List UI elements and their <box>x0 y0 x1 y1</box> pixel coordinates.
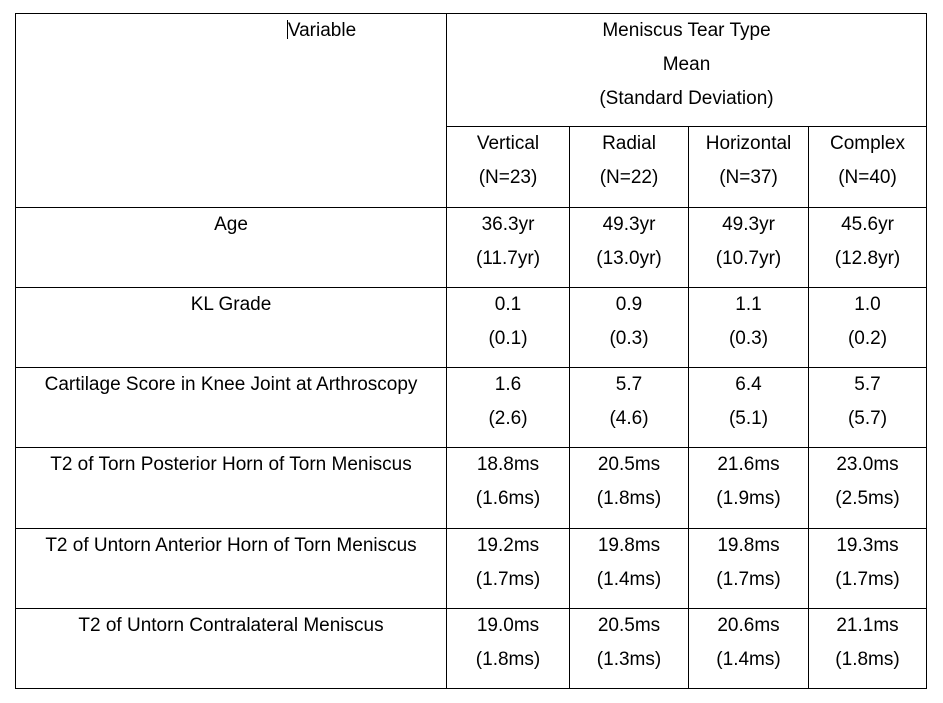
cell-mean: 21.1ms <box>836 615 899 636</box>
cell-sd: (13.0yr) <box>596 248 662 269</box>
cell-sd: (2.5ms) <box>835 488 900 509</box>
cell-mean: 5.7 <box>854 374 881 395</box>
cell-mean: 19.8ms <box>717 535 780 556</box>
cell-mean: 1.1 <box>735 294 762 315</box>
value-cell <box>447 529 570 609</box>
column-name: Horizontal <box>705 133 792 154</box>
value-cell <box>447 609 570 689</box>
row-label: Age <box>214 214 248 235</box>
cell-mean: 21.6ms <box>717 454 780 475</box>
column-header-radial <box>570 127 689 208</box>
value-cell <box>447 368 570 448</box>
value-cell <box>570 368 689 448</box>
row-label-cell <box>16 448 447 529</box>
cell-sd: (1.3ms) <box>596 649 662 670</box>
cell-mean: 18.8ms <box>476 454 540 475</box>
cell-sd: (1.7ms) <box>475 569 541 590</box>
cell-mean: 19.0ms <box>476 615 540 636</box>
column-name: Vertical <box>476 133 540 154</box>
cell-mean: 49.3yr <box>722 214 775 235</box>
cell-mean: 19.3ms <box>836 535 899 556</box>
cell-mean: 19.8ms <box>597 535 661 556</box>
cell-mean: 36.3yr <box>481 214 535 235</box>
value-cell <box>570 208 689 288</box>
table-row <box>16 609 927 689</box>
cell-mean: 20.5ms <box>597 615 661 636</box>
cell-sd: (0.1) <box>488 328 528 349</box>
data-table <box>15 13 927 689</box>
value-cell <box>689 368 809 448</box>
cell-mean: 1.6 <box>494 374 522 395</box>
cell-sd: (2.6) <box>488 408 528 429</box>
column-header-horizontal <box>689 127 809 208</box>
cell-mean: 20.6ms <box>717 615 780 636</box>
cell-mean: 0.9 <box>615 294 643 315</box>
value-cell <box>809 288 927 368</box>
cell-mean: 1.0 <box>854 294 881 315</box>
cell-sd: (5.1) <box>728 408 769 429</box>
column-header-vertical <box>447 127 570 208</box>
row-label: T2 of Untorn Anterior Horn of Torn Meniscus <box>45 535 417 556</box>
column-name: Complex <box>830 133 905 154</box>
cell-sd: (1.8ms) <box>835 649 900 670</box>
column-n: (N=23) <box>478 167 538 188</box>
value-cell <box>689 208 809 288</box>
variable-header-label: Variable <box>287 20 357 41</box>
value-cell <box>809 609 927 689</box>
row-label-cell <box>16 609 447 689</box>
value-cell <box>570 448 689 529</box>
table-row <box>16 208 927 288</box>
group-header-cell <box>447 14 927 127</box>
cell-sd: (0.3) <box>728 328 769 349</box>
value-cell <box>689 609 809 689</box>
column-header-complex <box>809 127 927 208</box>
value-cell <box>447 208 570 288</box>
cell-sd: (12.8yr) <box>834 248 901 269</box>
row-label: Cartilage Score in Knee Joint at Arthroscopy <box>44 374 418 395</box>
cell-mean: 6.4 <box>735 374 762 395</box>
cell-mean: 45.6yr <box>841 214 894 235</box>
group-title: Meniscus Tear Type <box>602 20 771 41</box>
cell-mean: 23.0ms <box>836 454 899 475</box>
value-cell <box>447 288 570 368</box>
value-cell <box>809 448 927 529</box>
value-cell <box>809 529 927 609</box>
row-label: T2 of Torn Posterior Horn of Torn Meniscus <box>50 454 412 475</box>
variable-header-cell <box>16 14 447 208</box>
cell-mean: 20.5ms <box>597 454 661 475</box>
cell-sd: (11.7yr) <box>475 248 541 269</box>
row-label: T2 of Untorn Contralateral Meniscus <box>78 615 384 636</box>
table-row <box>16 368 927 448</box>
column-n: (N=37) <box>719 167 778 188</box>
table-row <box>16 288 927 368</box>
cell-sd: (1.7ms) <box>716 569 781 590</box>
column-name: Radial <box>602 133 656 154</box>
row-label-cell <box>16 368 447 448</box>
value-cell <box>570 288 689 368</box>
group-subtitle-sd: (Standard Deviation) <box>599 88 774 109</box>
cell-sd: (1.8ms) <box>596 488 662 509</box>
cell-sd: (1.9ms) <box>716 488 781 509</box>
column-n: (N=40) <box>838 167 897 188</box>
group-subtitle-mean: Mean <box>662 54 711 75</box>
value-cell <box>689 529 809 609</box>
cell-sd: (1.6ms) <box>475 488 541 509</box>
row-label-cell <box>16 529 447 609</box>
cell-sd: (10.7yr) <box>715 248 782 269</box>
table-row <box>16 529 927 609</box>
value-cell <box>689 448 809 529</box>
value-cell <box>570 529 689 609</box>
column-n: (N=22) <box>599 167 659 188</box>
row-label-cell <box>16 288 447 368</box>
value-cell <box>570 609 689 689</box>
value-cell <box>689 288 809 368</box>
cell-sd: (1.4ms) <box>716 649 781 670</box>
cell-mean: 5.7 <box>615 374 643 395</box>
row-label: KL Grade <box>190 294 272 315</box>
cell-mean: 49.3yr <box>602 214 656 235</box>
table-row <box>16 448 927 529</box>
cell-sd: (1.8ms) <box>475 649 541 670</box>
value-cell <box>447 448 570 529</box>
cell-mean: 0.1 <box>494 294 522 315</box>
value-cell <box>809 368 927 448</box>
cell-sd: (1.7ms) <box>835 569 900 590</box>
cell-sd: (0.3) <box>609 328 649 349</box>
cell-sd: (4.6) <box>609 408 649 429</box>
row-label-cell <box>16 208 447 288</box>
cell-sd: (0.2) <box>847 328 888 349</box>
cell-sd: (5.7) <box>847 408 888 429</box>
header-row-group <box>16 14 927 127</box>
cell-sd: (1.4ms) <box>596 569 662 590</box>
value-cell <box>809 208 927 288</box>
cell-mean: 19.2ms <box>476 535 540 556</box>
